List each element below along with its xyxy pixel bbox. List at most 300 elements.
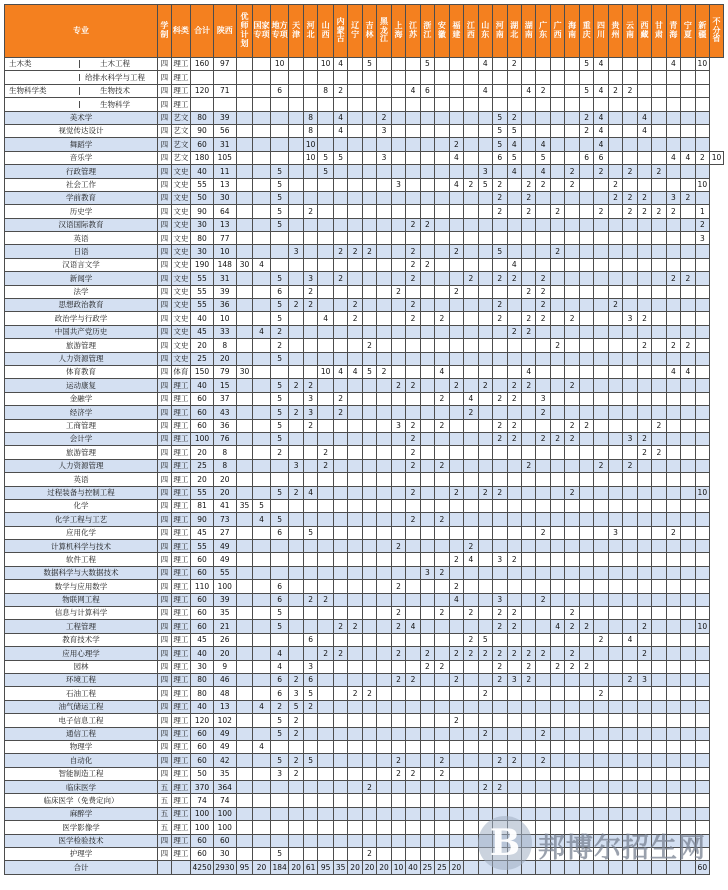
- quota-cell: [464, 379, 478, 392]
- quota-cell: [550, 566, 564, 579]
- quota-cell: 8: [303, 111, 317, 124]
- quota-cell: [420, 740, 434, 753]
- schooling-years-cell: 四: [158, 673, 171, 686]
- quota-cell: [420, 245, 434, 258]
- quota-cell: 3: [289, 687, 303, 700]
- quota-cell: 2: [493, 419, 507, 432]
- quota-cell: [681, 727, 695, 740]
- subject-category-cell: 艺文: [171, 111, 191, 124]
- quota-cell: [637, 486, 651, 499]
- quota-cell: [362, 232, 376, 245]
- quota-cell: [652, 98, 666, 111]
- quota-cell: [253, 165, 271, 178]
- quota-cell: [478, 432, 492, 445]
- quota-cell: [565, 218, 579, 231]
- quota-cell: [695, 446, 709, 459]
- quota-cell: [652, 580, 666, 593]
- quota-cell: 5: [270, 165, 289, 178]
- quota-cell: [435, 111, 449, 124]
- quota-cell: [608, 673, 622, 686]
- quota-cell: [550, 714, 564, 727]
- quota-cell: [253, 285, 271, 298]
- quota-cell: 80: [191, 673, 214, 686]
- major-sub-label: 生物技术: [79, 87, 150, 95]
- quota-cell: 2: [435, 566, 449, 579]
- quota-cell: [608, 365, 622, 378]
- major-name-cell: 视觉传达设计: [5, 124, 158, 137]
- quota-cell: [594, 191, 608, 204]
- quota-cell: [608, 165, 622, 178]
- table-row: [5, 566, 724, 579]
- quota-cell: [348, 151, 362, 164]
- column-header: 云南: [623, 5, 637, 58]
- quota-cell: [253, 647, 271, 660]
- schooling-years-cell: [158, 861, 171, 874]
- quota-cell: [565, 459, 579, 472]
- quota-cell: [565, 580, 579, 593]
- quota-cell: 31: [213, 138, 236, 151]
- quota-cell: [348, 218, 362, 231]
- quota-cell: [637, 580, 651, 593]
- quota-cell: [253, 834, 271, 847]
- subject-category-cell: 理工: [171, 499, 191, 512]
- quota-cell: [565, 365, 579, 378]
- quota-cell: [289, 124, 303, 137]
- quota-cell: [652, 593, 666, 606]
- quota-cell: [681, 218, 695, 231]
- quota-cell: [536, 633, 550, 646]
- quota-cell: [303, 473, 317, 486]
- quota-cell: [289, 821, 303, 834]
- quota-cell: [253, 633, 271, 646]
- subject-category-cell: 理工: [171, 526, 191, 539]
- quota-cell: 10: [270, 58, 289, 71]
- quota-cell: [536, 339, 550, 352]
- quota-cell: [270, 232, 289, 245]
- quota-cell: [449, 191, 463, 204]
- quota-cell: [550, 540, 564, 553]
- quota-cell: [608, 406, 622, 419]
- quota-cell: 2: [464, 272, 478, 285]
- quota-cell: 2: [507, 432, 521, 445]
- quota-cell: [236, 673, 253, 686]
- quota-cell: [478, 232, 492, 245]
- major-name-cell: 思想政治教育: [5, 299, 158, 312]
- quota-cell: [464, 98, 478, 111]
- column-header: 甘肃: [652, 5, 666, 58]
- quota-cell: [623, 566, 637, 579]
- quota-cell: [289, 446, 303, 459]
- quota-cell: 2: [449, 553, 463, 566]
- quota-cell: [449, 526, 463, 539]
- quota-cell: [681, 486, 695, 499]
- quota-cell: 4: [594, 58, 608, 71]
- quota-cell: 3: [270, 767, 289, 780]
- quota-cell: 55: [191, 285, 214, 298]
- quota-cell: [348, 419, 362, 432]
- quota-cell: 60: [191, 553, 214, 566]
- quota-cell: [253, 178, 271, 191]
- quota-cell: [681, 607, 695, 620]
- quota-cell: [391, 299, 405, 312]
- quota-cell: [236, 807, 253, 820]
- schooling-years-cell: 四: [158, 633, 171, 646]
- quota-cell: 2: [303, 299, 317, 312]
- quota-cell: [550, 526, 564, 539]
- quota-cell: 2: [289, 714, 303, 727]
- quota-cell: [521, 633, 535, 646]
- quota-cell: [236, 339, 253, 352]
- quota-cell: [536, 258, 550, 271]
- quota-cell: [681, 499, 695, 512]
- quota-cell: [303, 71, 317, 84]
- quota-cell: [623, 513, 637, 526]
- quota-cell: [608, 499, 622, 512]
- quota-cell: 2: [362, 245, 376, 258]
- quota-cell: 2: [362, 781, 376, 794]
- quota-cell: [348, 647, 362, 660]
- quota-cell: [303, 352, 317, 365]
- quota-cell: 2: [565, 620, 579, 633]
- quota-cell: [608, 58, 622, 71]
- quota-cell: [536, 325, 550, 338]
- table-row: [5, 781, 724, 794]
- quota-cell: [666, 165, 680, 178]
- quota-cell: [608, 700, 622, 713]
- quota-cell: 4: [270, 660, 289, 673]
- quota-cell: [236, 58, 253, 71]
- quota-cell: [464, 285, 478, 298]
- quota-cell: [435, 848, 449, 861]
- quota-cell: [493, 861, 507, 874]
- quota-cell: [594, 339, 608, 352]
- quota-cell: [623, 807, 637, 820]
- quota-cell: 5: [289, 700, 303, 713]
- quota-cell: [695, 714, 709, 727]
- quota-cell: [362, 593, 376, 606]
- quota-cell: 30: [191, 218, 214, 231]
- quota-cell: [695, 432, 709, 445]
- quota-cell: [420, 98, 434, 111]
- schooling-years-cell: 四: [158, 258, 171, 271]
- quota-cell: [303, 84, 317, 97]
- quota-cell: 2: [406, 513, 420, 526]
- quota-cell: [608, 553, 622, 566]
- major-name-cell: 过程装备与控制工程: [5, 486, 158, 499]
- quota-cell: [236, 272, 253, 285]
- quota-cell: [318, 540, 334, 553]
- quota-cell: 2: [637, 205, 651, 218]
- quota-cell: 2: [637, 446, 651, 459]
- quota-cell: 4: [666, 151, 680, 164]
- quota-cell: [449, 513, 463, 526]
- quota-cell: [478, 138, 492, 151]
- quota-cell: [594, 821, 608, 834]
- quota-cell: [695, 740, 709, 753]
- quota-cell: [579, 232, 593, 245]
- quota-cell: [666, 620, 680, 633]
- quota-cell: [333, 446, 347, 459]
- quota-cell: [333, 379, 347, 392]
- quota-cell: [681, 325, 695, 338]
- quota-cell: 20: [213, 486, 236, 499]
- table-row: [5, 607, 724, 620]
- quota-cell: [594, 794, 608, 807]
- quota-cell: [579, 821, 593, 834]
- quota-cell: [406, 138, 420, 151]
- quota-cell: [362, 151, 376, 164]
- quota-cell: [623, 580, 637, 593]
- subject-category-cell: 文史: [171, 191, 191, 204]
- quota-cell: 21: [213, 620, 236, 633]
- quota-cell: 2: [420, 660, 434, 673]
- quota-cell: 2: [348, 245, 362, 258]
- quota-cell: [333, 258, 347, 271]
- quota-cell: [652, 218, 666, 231]
- major-name-cell: 汉语言文学: [5, 258, 158, 271]
- quota-cell: [478, 767, 492, 780]
- quota-cell: [377, 379, 391, 392]
- quota-cell: [406, 794, 420, 807]
- quota-cell: 10: [213, 245, 236, 258]
- quota-cell: [652, 714, 666, 727]
- quota-cell: [594, 272, 608, 285]
- quota-cell: 2: [565, 379, 579, 392]
- quota-cell: 2: [270, 700, 289, 713]
- quota-cell: 2: [435, 607, 449, 620]
- quota-cell: [289, 191, 303, 204]
- quota-cell: [652, 633, 666, 646]
- quota-cell: [550, 232, 564, 245]
- major-name-cell: 日语: [5, 245, 158, 258]
- quota-cell: 10: [710, 151, 724, 164]
- quota-cell: [253, 111, 271, 124]
- quota-cell: [333, 781, 347, 794]
- quota-cell: [348, 794, 362, 807]
- quota-cell: [348, 540, 362, 553]
- quota-cell: [579, 647, 593, 660]
- quota-cell: [594, 781, 608, 794]
- quota-cell: 2: [449, 647, 463, 660]
- quota-cell: [289, 165, 303, 178]
- quota-cell: [579, 339, 593, 352]
- quota-cell: [652, 754, 666, 767]
- quota-cell: [652, 848, 666, 861]
- quota-cell: [420, 553, 434, 566]
- quota-cell: 1: [695, 205, 709, 218]
- schooling-years-cell: 五: [158, 821, 171, 834]
- quota-cell: [623, 687, 637, 700]
- major-name-cell: 人力资源管理: [5, 352, 158, 365]
- quota-cell: [377, 540, 391, 553]
- quota-cell: [579, 673, 593, 686]
- table-row: [5, 647, 724, 660]
- quota-cell: [420, 406, 434, 419]
- quota-cell: [652, 473, 666, 486]
- quota-cell: 2: [521, 312, 535, 325]
- quota-cell: 2: [406, 218, 420, 231]
- quota-cell: 2: [333, 647, 347, 660]
- quota-cell: 60: [191, 392, 214, 405]
- quota-cell: 2: [333, 245, 347, 258]
- quota-cell: [318, 258, 334, 271]
- quota-cell: [493, 406, 507, 419]
- quota-cell: [579, 834, 593, 847]
- major-name-cell: 电子信息工程: [5, 714, 158, 727]
- quota-cell: [435, 834, 449, 847]
- quota-cell: [608, 151, 622, 164]
- quota-cell: [536, 740, 550, 753]
- quota-cell: [236, 473, 253, 486]
- quota-cell: [637, 325, 651, 338]
- quota-cell: [550, 299, 564, 312]
- quota-cell: [391, 84, 405, 97]
- table-row: [5, 794, 724, 807]
- quota-cell: [579, 513, 593, 526]
- schooling-years-cell: 四: [158, 580, 171, 593]
- quota-cell: [449, 392, 463, 405]
- quota-cell: [652, 379, 666, 392]
- quota-cell: [464, 700, 478, 713]
- quota-cell: [550, 794, 564, 807]
- quota-cell: [253, 660, 271, 673]
- quota-cell: [666, 566, 680, 579]
- quota-cell: 25: [191, 352, 214, 365]
- quota-cell: [348, 834, 362, 847]
- quota-cell: [507, 740, 521, 753]
- quota-cell: [565, 352, 579, 365]
- quota-cell: [253, 593, 271, 606]
- quota-cell: [623, 98, 637, 111]
- quota-cell: [594, 580, 608, 593]
- quota-cell: [493, 98, 507, 111]
- quota-cell: [623, 754, 637, 767]
- quota-cell: [507, 767, 521, 780]
- quota-cell: [362, 205, 376, 218]
- quota-cell: 5: [270, 727, 289, 740]
- quota-cell: [435, 673, 449, 686]
- quota-cell: [362, 513, 376, 526]
- quota-cell: [333, 553, 347, 566]
- quota-cell: [253, 245, 271, 258]
- quota-cell: [270, 499, 289, 512]
- quota-cell: 2: [449, 285, 463, 298]
- quota-cell: [333, 633, 347, 646]
- quota-cell: [594, 526, 608, 539]
- major-name-cell: 物联网工程: [5, 593, 158, 606]
- quota-cell: [270, 807, 289, 820]
- quota-cell: [652, 794, 666, 807]
- quota-cell: [464, 232, 478, 245]
- quota-cell: 10: [695, 58, 709, 71]
- quota-cell: [637, 379, 651, 392]
- quota-cell: [377, 781, 391, 794]
- quota-cell: 2: [289, 767, 303, 780]
- quota-cell: [391, 339, 405, 352]
- quota-cell: [594, 553, 608, 566]
- quota-cell: [303, 566, 317, 579]
- quota-cell: [236, 419, 253, 432]
- quota-cell: [536, 124, 550, 137]
- quota-cell: 2: [289, 673, 303, 686]
- quota-cell: [348, 848, 362, 861]
- quota-cell: [420, 365, 434, 378]
- quota-cell: [289, 499, 303, 512]
- quota-cell: 2: [521, 647, 535, 660]
- quota-cell: 2: [637, 191, 651, 204]
- quota-cell: [318, 339, 334, 352]
- quota-cell: [270, 71, 289, 84]
- quota-cell: [362, 553, 376, 566]
- quota-cell: [236, 191, 253, 204]
- quota-cell: [579, 178, 593, 191]
- table-row: [5, 419, 724, 432]
- quota-cell: [594, 848, 608, 861]
- quota-cell: [594, 432, 608, 445]
- quota-cell: 2: [550, 432, 564, 445]
- column-header: 海南: [565, 5, 579, 58]
- quota-cell: [435, 258, 449, 271]
- quota-cell: [333, 191, 347, 204]
- quota-cell: 2: [493, 432, 507, 445]
- column-header: 优师计划: [236, 5, 253, 58]
- quota-cell: 61: [303, 861, 317, 874]
- quota-cell: [565, 392, 579, 405]
- quota-cell: 5: [507, 124, 521, 137]
- quota-cell: [681, 821, 695, 834]
- quota-cell: [406, 165, 420, 178]
- quota-cell: [406, 71, 420, 84]
- quota-cell: [565, 325, 579, 338]
- quota-cell: [608, 540, 622, 553]
- quota-cell: [507, 312, 521, 325]
- quota-cell: [406, 580, 420, 593]
- quota-cell: 2: [565, 178, 579, 191]
- table-row: [5, 392, 724, 405]
- quota-cell: [478, 446, 492, 459]
- major-name-cell: 新闻学: [5, 272, 158, 285]
- schooling-years-cell: 四: [158, 178, 171, 191]
- quota-cell: [435, 794, 449, 807]
- quota-cell: 2: [406, 432, 420, 445]
- quota-cell: [550, 807, 564, 820]
- quota-cell: 4: [253, 325, 271, 338]
- quota-cell: [666, 325, 680, 338]
- subject-category-cell: 理工: [171, 633, 191, 646]
- quota-cell: [608, 272, 622, 285]
- quota-cell: [270, 740, 289, 753]
- major-name-cell: 工商管理: [5, 419, 158, 432]
- quota-cell: [253, 379, 271, 392]
- quota-cell: [406, 339, 420, 352]
- table-row: [5, 138, 724, 151]
- quota-cell: 73: [213, 513, 236, 526]
- quota-cell: 20: [289, 861, 303, 874]
- quota-cell: [608, 767, 622, 780]
- quota-cell: [478, 151, 492, 164]
- quota-cell: [608, 807, 622, 820]
- quota-cell: 5: [493, 138, 507, 151]
- table-row: [5, 740, 724, 753]
- quota-cell: [391, 781, 405, 794]
- quota-cell: [521, 486, 535, 499]
- subject-category-cell: 理工: [171, 580, 191, 593]
- quota-cell: [507, 861, 521, 874]
- quota-cell: [391, 740, 405, 753]
- quota-cell: 3: [666, 191, 680, 204]
- quota-cell: [478, 258, 492, 271]
- quota-cell: [623, 419, 637, 432]
